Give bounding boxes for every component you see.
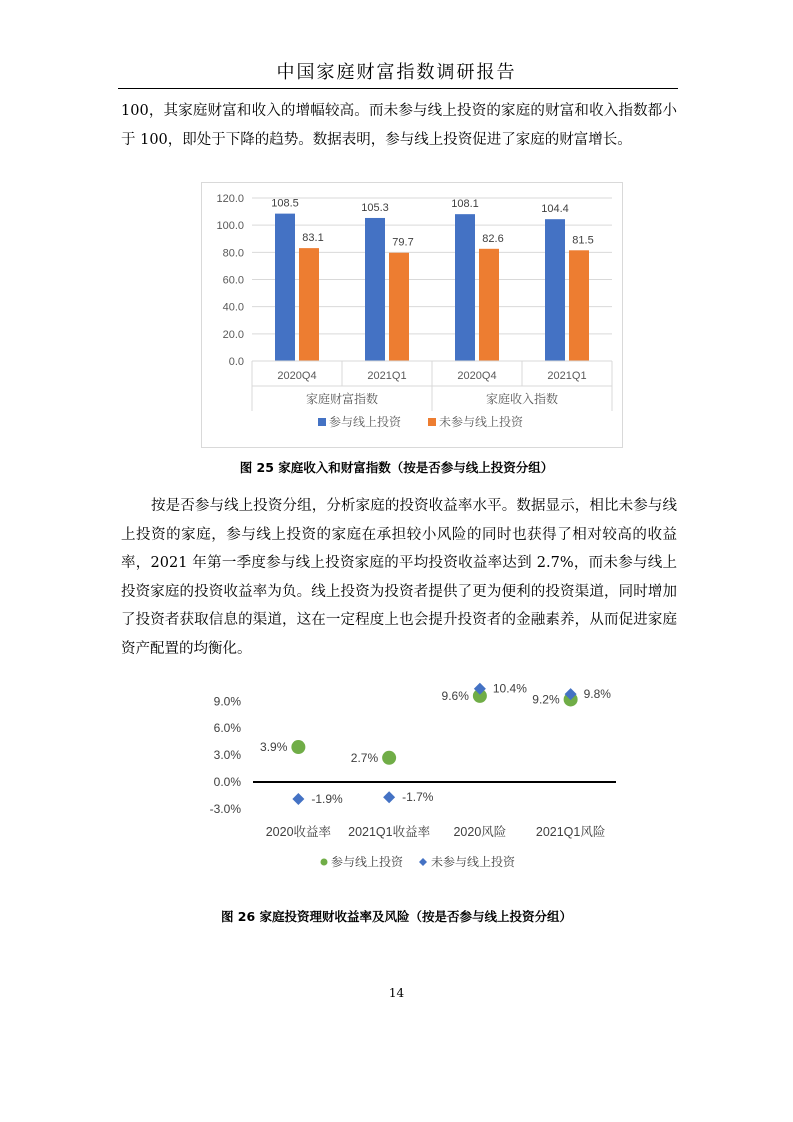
x-tick-label: 2020Q4 <box>457 370 497 382</box>
y-tick-label: 6.0% <box>213 721 241 736</box>
x-tick-label: 2021Q1收益率 <box>348 825 431 839</box>
bar-value-label: 105.3 <box>361 201 389 214</box>
point-label-non-participating: 9.8% <box>583 687 611 702</box>
point-label-participating: 3.9% <box>260 740 288 755</box>
bar-chart-svg <box>202 183 622 447</box>
legend-label: 未参与线上投资 <box>431 855 516 869</box>
scatter-chart-svg <box>201 671 621 881</box>
figure-26-caption: 图 26 家庭投资理财收益率及风险（按是否参与线上投资分组） <box>220 909 573 924</box>
bar <box>569 250 589 361</box>
bar <box>455 214 475 361</box>
x-tick-label: 2020Q4 <box>277 370 317 382</box>
point-label-non-participating: -1.7% <box>402 790 434 805</box>
legend-marker-diamond <box>419 858 427 866</box>
paragraph-1-text: 100，其家庭财富和收入的增幅较高。而未参与线上投资的家庭的财富和收入指数都小于 100，即处于下降的趋势。数据表明，参与线上投资促进了家庭的财富增长。 <box>121 103 677 148</box>
y-tick-label: 20.0 <box>222 328 244 341</box>
legend-label: 未参与线上投资 <box>439 415 524 429</box>
point-participating <box>382 751 396 765</box>
bar <box>479 249 499 361</box>
point-participating <box>291 740 305 754</box>
bar-value-label: 79.7 <box>392 236 414 249</box>
point-non-participating <box>292 793 304 805</box>
bar-value-label: 82.6 <box>482 232 504 245</box>
legend-swatch <box>318 418 326 426</box>
y-tick-label: 120.0 <box>216 193 244 205</box>
point-label-non-participating: 10.4% <box>492 681 527 696</box>
y-tick-label: 60.0 <box>222 274 244 287</box>
paragraph-1 <box>121 97 677 154</box>
chart-investment-return-risk <box>200 670 622 882</box>
y-tick-label: 100.0 <box>216 220 244 233</box>
x-tick-label: 2021Q1 <box>367 370 407 382</box>
y-tick-label: 0.0 <box>228 356 244 368</box>
bar-value-label: 108.1 <box>451 198 479 211</box>
bar <box>299 248 319 361</box>
legend-swatch <box>428 418 436 426</box>
y-tick-label: 0.0% <box>213 775 241 789</box>
x-tick-label: 2020收益率 <box>265 825 332 839</box>
x-group-label: 家庭收入指数 <box>485 392 559 406</box>
y-tick-label: 3.0% <box>213 748 241 763</box>
bar <box>365 218 385 361</box>
x-tick-label: 2021Q1 <box>547 370 587 382</box>
bar-value-label: 81.5 <box>572 234 594 247</box>
header-rule <box>118 88 678 89</box>
point-label-participating: 9.6% <box>441 688 469 703</box>
chart-family-income-wealth-index <box>201 182 623 448</box>
y-tick-label: 80.0 <box>222 247 244 260</box>
page-header-title: 中国家庭财富指数调研报告 <box>276 62 517 83</box>
point-label-participating: 2.7% <box>350 750 379 765</box>
legend-label: 参与线上投资 <box>331 855 404 869</box>
paragraph-2-text: 按是否参与线上投资分组，分析家庭的投资收益率水平。数据显示，相比未参与线上投资的家庭，参与线上投资的家庭在承担较小风险的同时也获得了相对较高的收益率，2021 年第一季度参与线上投资家庭的平均投资收益率达到 2.7%，而未参与线上投资家庭的投资收益率为负。线上投资为投资者提供了更为便利的投资渠道，同时增加了投资者获取信息的渠道，这在一定程度上也会提升投资者的金融素养，从而促进家庭资产配置的均衡化。 <box>121 498 677 657</box>
figure-25-caption: 图 25 家庭收入和财富指数（按是否参与线上投资分组） <box>239 460 554 475</box>
point-non-participating <box>383 791 395 803</box>
point-label-non-participating: -1.9% <box>311 792 343 807</box>
bar-value-label: 83.1 <box>302 232 324 245</box>
bar <box>275 214 295 361</box>
y-tick-label: 9.0% <box>213 694 241 709</box>
bar <box>389 253 409 361</box>
paragraph-2 <box>121 492 677 663</box>
x-tick-label: 2020风险 <box>453 825 507 839</box>
legend-marker-circle <box>321 859 328 866</box>
y-tick-label: -3.0% <box>209 801 241 816</box>
page-number: 14 <box>388 986 405 1000</box>
bar-value-label: 108.5 <box>271 197 299 210</box>
point-label-participating: 9.2% <box>532 692 560 707</box>
x-tick-label: 2021Q1风险 <box>535 825 606 839</box>
bar <box>545 219 565 361</box>
y-tick-label: 40.0 <box>222 301 244 314</box>
legend-label: 参与线上投资 <box>329 415 402 429</box>
bar-value-label: 104.4 <box>541 203 569 216</box>
x-group-label: 家庭财富指数 <box>305 392 379 406</box>
